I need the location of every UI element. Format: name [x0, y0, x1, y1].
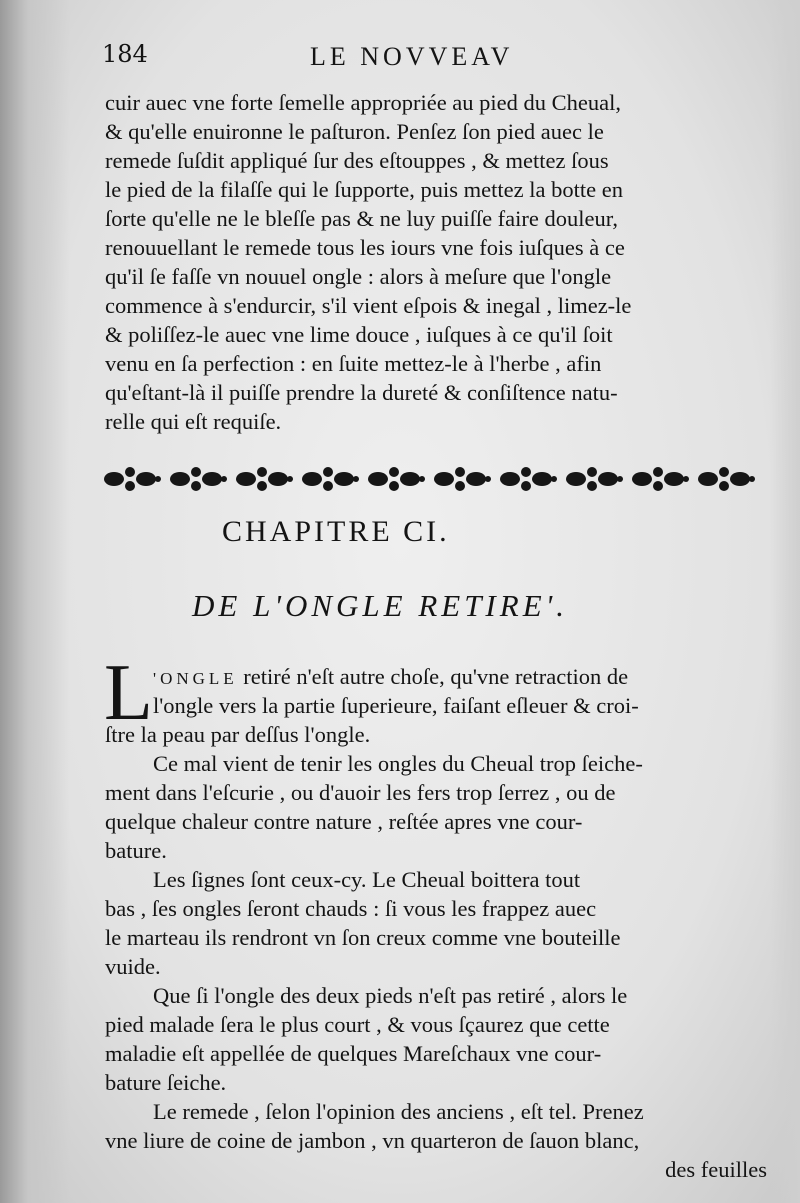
page-header: [102, 40, 770, 80]
text-line: qu'il ſe faſſe vn nouuel ongle : alors à meſure que l'ongle: [105, 264, 612, 289]
text-line: bature.: [105, 838, 167, 863]
first-word-smallcaps: 'ONGLE: [153, 669, 238, 688]
drop-capital: L: [104, 649, 153, 737]
text-line: commence à s'endurcir, s'il vient eſpois & inegal , limez-le: [105, 293, 632, 318]
page-number: 184: [102, 40, 148, 68]
fleuron-motif: [698, 467, 755, 491]
text-line: relle qui eſt requiſe.: [105, 409, 282, 434]
fleuron-motif: [632, 467, 689, 491]
text-line: Ce mal vient de tenir les ongles du Cheual trop ſeiche-: [153, 751, 643, 776]
text-line: renouuellant le remede tous les iours vne fois iuſques à ce: [105, 235, 625, 260]
text-line-first: [105, 662, 767, 691]
fleuron-motif: [566, 467, 623, 491]
fleuron-ornament-band: [102, 462, 766, 496]
chapter-title: CHAPITRE CI.: [222, 515, 450, 548]
chapter-subtitle: DE L'ONGLE RETIRE'.: [192, 588, 569, 623]
text-line: remede ſuſdit appliqué ſur des eſtouppes , & mettez ſous: [105, 148, 609, 173]
page-gutter-shadow: [0, 0, 70, 1203]
text-line: le marteau ils rendront vn ſon creux comme vne bouteille: [105, 925, 621, 950]
text-line: qu'eſtant-là il puiſſe prendre la dureté & conſiſtence natu-: [105, 380, 618, 405]
text-line: l'ongle vers la partie ſuperieure, faiſant eſleuer & croi-: [153, 693, 639, 718]
text-line: ſtre la peau par deſſus l'ongle.: [105, 722, 371, 747]
text-block-top: [105, 88, 767, 436]
fleuron-motif: [500, 467, 557, 491]
text-line: ſorte qu'elle ne le bleſſe pas & ne luy puiſſe faire douleur,: [105, 206, 618, 231]
text-line: vuide.: [105, 954, 161, 979]
fleuron-motif: [104, 467, 161, 491]
text-line: Le remede , ſelon l'opinion des anciens , eſt tel. Prenez: [153, 1099, 644, 1124]
page-edge-shadow: [770, 0, 800, 1203]
catchword-line: des feuilles: [665, 1157, 767, 1182]
fleuron-motif: [434, 467, 491, 491]
text-block-bottom: [105, 662, 767, 1184]
text-line: le pied de la filaſſe qui le ſupporte, puis mettez la botte en: [105, 177, 623, 202]
text-line: Les ſignes ſont ceux-cy. Le Cheual boittera tout: [153, 867, 581, 892]
fleuron-motif: [236, 467, 293, 491]
text-line: ment dans l'eſcurie , ou d'auoir les fers trop ſerrez , ou de: [105, 780, 616, 805]
text-line: venu en ſa perfection : en ſuite mettez-le à l'herbe , afin: [105, 351, 602, 376]
fleuron-motif: [368, 467, 425, 491]
text-line: Que ſi l'ongle des deux pieds n'eſt pas retiré , alors le: [153, 983, 628, 1008]
text-line: & qu'elle enuironne le paſturon. Penſez ſon pied auec le: [105, 119, 604, 144]
text-line: pied malade ſera le plus court , & vous ſçaurez que cette: [105, 1012, 610, 1037]
text-line: cuir auec vne forte ſemelle appropriée au pied du Cheual,: [105, 90, 622, 115]
running-title: LE NOVVEAV: [310, 42, 514, 71]
text-line: bature ſeiche.: [105, 1070, 227, 1095]
fleuron-motif: [170, 467, 227, 491]
text-line: bas , ſes ongles ſeront chauds : ſi vous les frappez auec: [105, 896, 597, 921]
text-line: quelque chaleur contre nature , reſtée apres vne cour-: [105, 809, 583, 834]
fleuron-motif: [302, 467, 359, 491]
text-line-rest: retiré n'eſt autre choſe, qu'vne retraction de: [237, 664, 629, 689]
text-line: maladie eſt appellée de quelques Mareſchaux vne cour-: [105, 1041, 602, 1066]
text-line: vne liure de coine de jambon , vn quarteron de ſauon blanc,: [105, 1128, 640, 1153]
text-line: & poliſſez-le auec vne lime douce , iuſques à ce qu'il ſoit: [105, 322, 613, 347]
